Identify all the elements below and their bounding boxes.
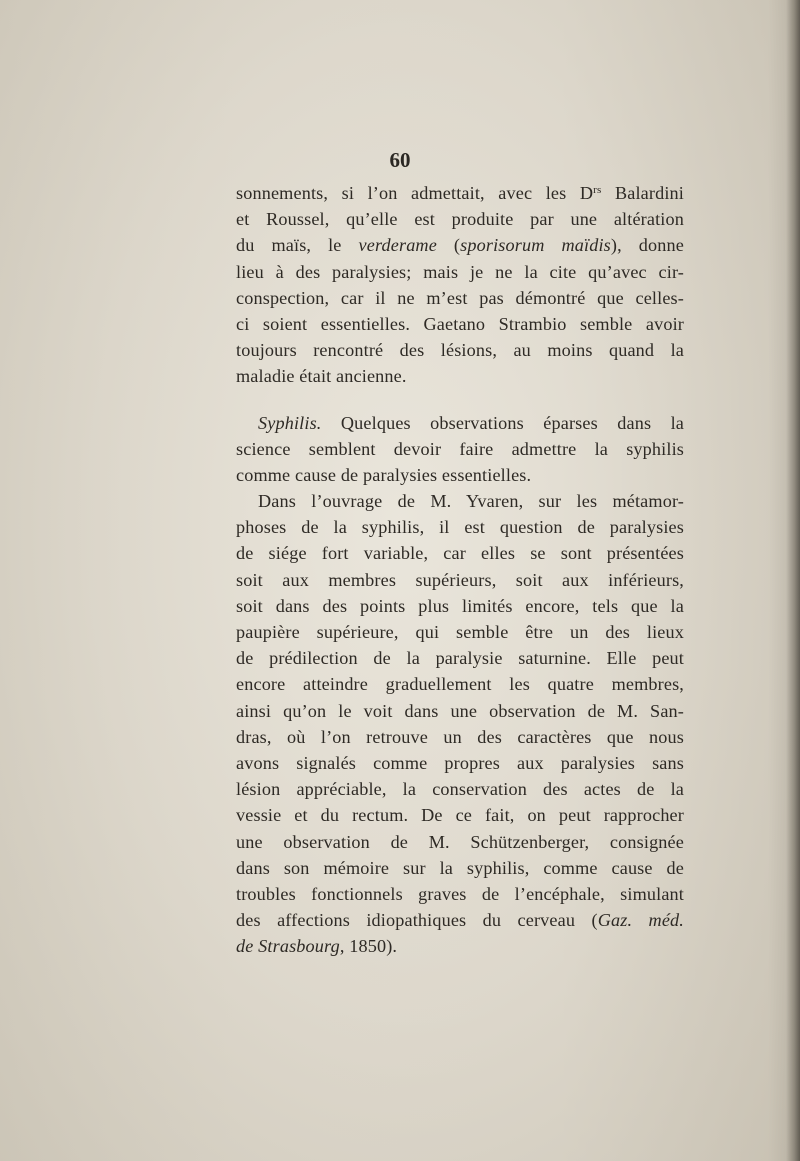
text-line: troubles fonctionnels graves de l’encéphale, simulant xyxy=(236,883,684,904)
text-line: soit dans des points plus limités encore, tels que la xyxy=(236,595,684,616)
text-line: Dans l’ouvrage de M. Yvaren, sur les métamor- xyxy=(258,491,684,512)
text-line: maladie était ancienne. xyxy=(236,366,407,387)
text-line: lieu à des paralysies; mais je ne la cite qu’avec cir- xyxy=(236,261,684,282)
paragraph xyxy=(236,180,684,390)
text-line: paupière supérieure, qui semble être un des lieux xyxy=(236,622,684,642)
text-line: soit aux membres supérieurs, soit aux inférieurs, xyxy=(236,569,684,590)
text-line: Syphilis. Quelques observations éparses dans la xyxy=(258,412,684,433)
text-line: des affections idiopathiques du cerveau (Gaz. méd. xyxy=(236,910,684,931)
text-line: de prédilection de la paralysie saturnine. Elle peut xyxy=(236,648,684,669)
text-line: ci soient essentielles. Gaetano Strambio semble avoir xyxy=(236,313,684,334)
text-line: de siége fort variable, car elles se sont présentées xyxy=(236,543,684,564)
text-line: ainsi qu’on le voit dans une observation de M. San- xyxy=(236,700,684,721)
text-line: phoses de la syphilis, il est question de paralysies xyxy=(236,517,684,538)
page-number: 60 xyxy=(389,148,411,172)
text-line: vessie et du rectum. De ce fait, on peut rapprocher xyxy=(236,805,684,826)
text-line: dras, où l’on retrouve un des caractères que nous xyxy=(236,726,684,747)
text-line: dans son mémoire sur la syphilis, comme cause de xyxy=(236,857,684,878)
page-edge-shadow xyxy=(786,0,800,1161)
text-line: une observation de M. Schützenberger, consignée xyxy=(236,831,684,852)
paragraph xyxy=(236,488,684,959)
text-line: avons signalés comme propres aux paralysies sans xyxy=(236,752,684,773)
text-line: sonnements, si l’on admettait, avec les $D^{rs}$ Balardini xyxy=(236,183,684,203)
text-line: comme cause de paralysies essentielles. xyxy=(236,464,532,485)
text-line: encore atteindre graduellement les quatre membres, xyxy=(236,674,684,695)
text-line: et Roussel, qu’elle est produite par une altération xyxy=(236,209,684,230)
text-line: de Strasbourg, 1850). xyxy=(236,936,398,957)
body-text xyxy=(236,180,684,959)
paragraph xyxy=(236,410,684,489)
text-line: toujours rencontré des lésions, au moins quand la xyxy=(236,340,684,361)
section-heading: Syphilis. xyxy=(258,412,322,433)
text-line: du maïs, le verderame (sporisorum maïdis), donne xyxy=(236,235,684,256)
text-line: science semblent devoir faire admettre la syphilis xyxy=(236,438,684,459)
text-line: conspection, car il ne m’est pas démontré que celles- xyxy=(236,287,684,308)
text-line: lésion appréciable, la conservation des actes de la xyxy=(236,779,684,800)
